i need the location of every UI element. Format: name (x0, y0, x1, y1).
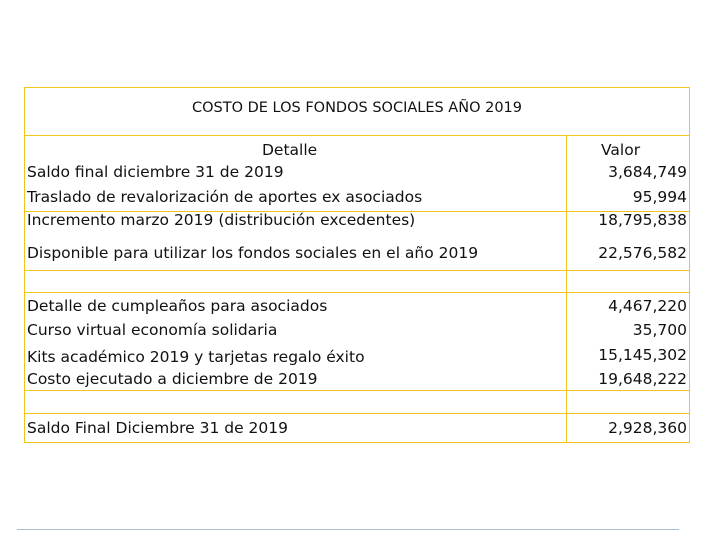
row-value: 4,467,220 (608, 297, 687, 315)
row-value: 35,700 (632, 321, 687, 339)
footer-divider (17, 529, 679, 530)
row-value: 95,994 (632, 188, 687, 206)
spacer-row-2-value (566, 390, 690, 414)
row-label: Detalle de cumpleaños para asociados (27, 297, 328, 315)
detail-column-header: Detalle (262, 141, 318, 159)
row-value: 15,145,302 (598, 346, 687, 364)
row-label: Incremento marzo 2019 (distribución excedentes) (27, 211, 416, 229)
row-label: Curso virtual economía solidaria (27, 321, 278, 339)
value-column-header: Valor (601, 141, 641, 159)
row-value: 19,648,222 (598, 370, 687, 388)
spacer-row-1-value (566, 270, 690, 293)
row-value: 22,576,582 (598, 244, 687, 262)
row-label: Kits académico 2019 y tarjetas regalo éxito (27, 348, 365, 366)
row-label: Saldo Final Diciembre 31 de 2019 (27, 419, 288, 437)
row-label: Saldo final diciembre 31 de 2019 (27, 163, 284, 181)
row-label: Costo ejecutado a diciembre de 2019 (27, 370, 318, 388)
table-title: COSTO DE LOS FONDOS SOCIALES AÑO 2019 (191, 100, 523, 116)
spacer-row-1 (24, 270, 567, 293)
row-value: 2,928,360 (608, 419, 687, 437)
row-value: 18,795,838 (598, 211, 687, 229)
row-label: Disponible para utilizar los fondos sociales en el año 2019 (27, 244, 479, 262)
row-value: 3,684,749 (608, 163, 687, 181)
spacer-row-2 (24, 390, 567, 414)
row-label: Traslado de revalorización de aportes ex asociados (27, 188, 423, 206)
